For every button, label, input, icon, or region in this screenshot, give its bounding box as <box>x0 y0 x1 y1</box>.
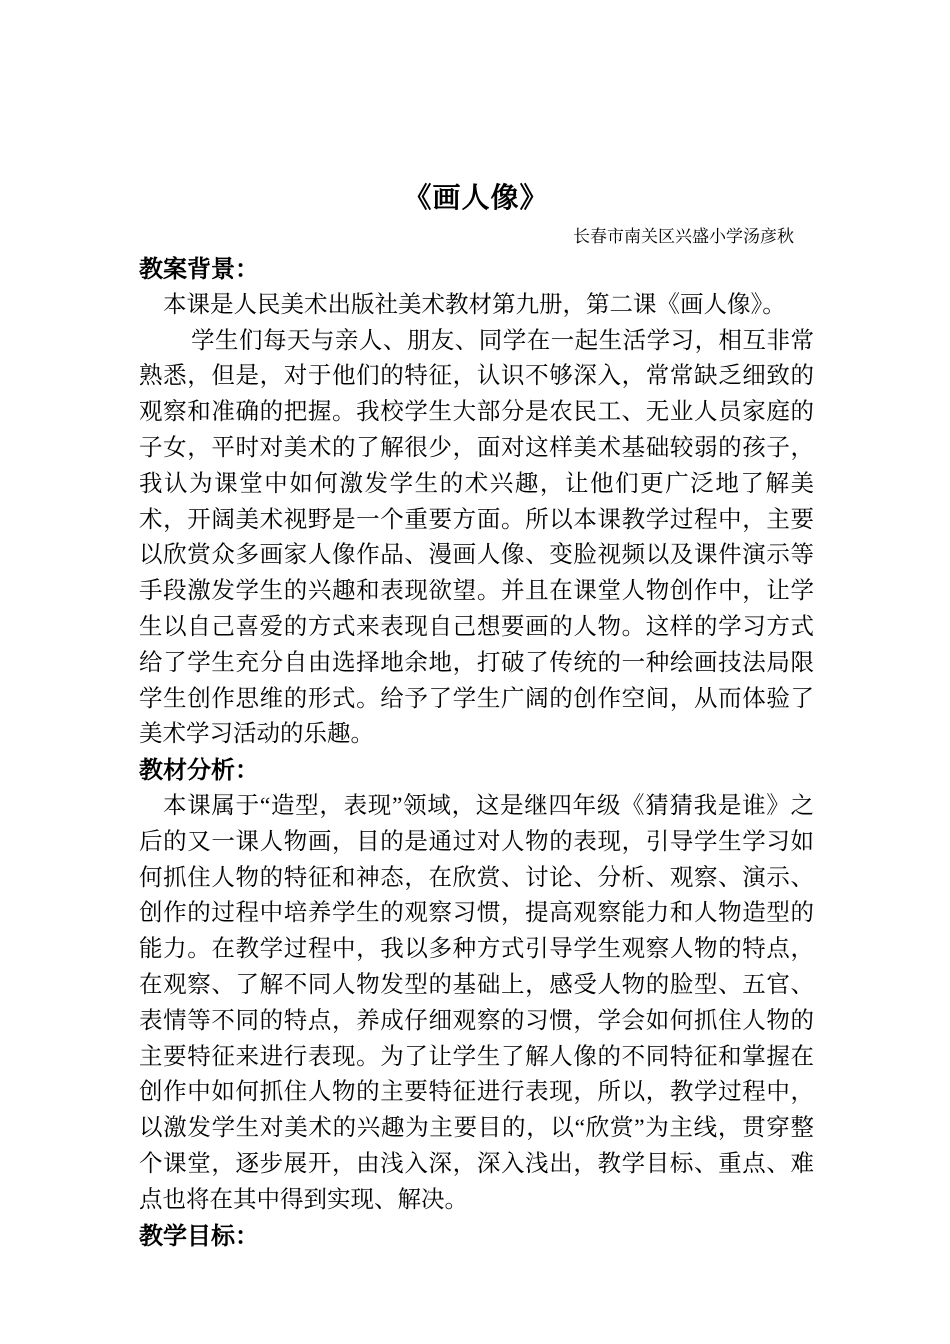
paragraph: 本课属于“造型，表现”领域，这是继四年级《猜猜我是谁》之后的又一课人物画，目的是通过对人物的表现，引导学生学习如何抓住人物的特征和神态，在欣赏、讨论、分析、观察、演示、创作的过程中培养学生的观察习惯，提高观察能力和人物造型的能力。在教学过程中，我以多种方式引导学生观察人物的特点，在观察、了解不同人物发型的基础上，感受人物的脸型、五官、表情等不同的特点，养成仔细观察的习惯，学会如何抓住人物的主要特征来进行表现。为了让学生了解人像的不同特征和掌握在创作中如何抓住人物的主要特征进行表现，所以，教学过程中，以激发学生对美术的兴趣为主要目的，以“欣赏”为主线，贯穿整个课堂，逐步展开，由浅入深，深入浅出，教学目标、重点、难点也将在其中得到实现、解决。 <box>139 792 814 1213</box>
section-heading: 教材分析： <box>139 757 259 785</box>
section-teaching-goals <box>139 1219 814 1255</box>
section-lesson-background <box>139 252 814 753</box>
section-material-analysis <box>139 753 814 1218</box>
document-title: 《画人像》 <box>403 183 549 214</box>
paragraph: 本课是人民美术出版社美术教材第九册，第二课《画人像》。 <box>163 291 786 318</box>
section-heading: 教案背景： <box>139 256 259 283</box>
paragraph: 学生们每天与亲人、朋友、同学在一起生活学习，相互非常熟悉，但是，对于他们的特征，认识不够深入，常常缺乏细致的观察和准确的把握。我校学生大部分是农民工、无业人员家庭的子女，平时对美术的了解很少，面对这样美术基础较弱的孩子，我认为课堂中如何激发学生的术兴趣，让他们更广泛地了解美术，开阔美术视野是一个重要方面。所以本课教学过程中，主要以欣赏众多画家人像作品、漫画人像、变脸视频以及课件演示等手段激发学生的兴趣和表现欲望。并且在课堂人物创作中，让学生以自己喜爱的方式来表现自己想要画的人物。这样的学习方式给了学生充分自由选择地余地，打破了传统的一种绘画技法局限学生创作思维的形式。给予了学生广阔的创作空间，从而体验了美术学习活动的乐趣。 <box>139 327 814 748</box>
document-byline: 长春市南关区兴盛小学汤彦秋 <box>573 227 794 246</box>
section-heading: 教学目标： <box>139 1222 259 1250</box>
document-body <box>139 252 814 1254</box>
